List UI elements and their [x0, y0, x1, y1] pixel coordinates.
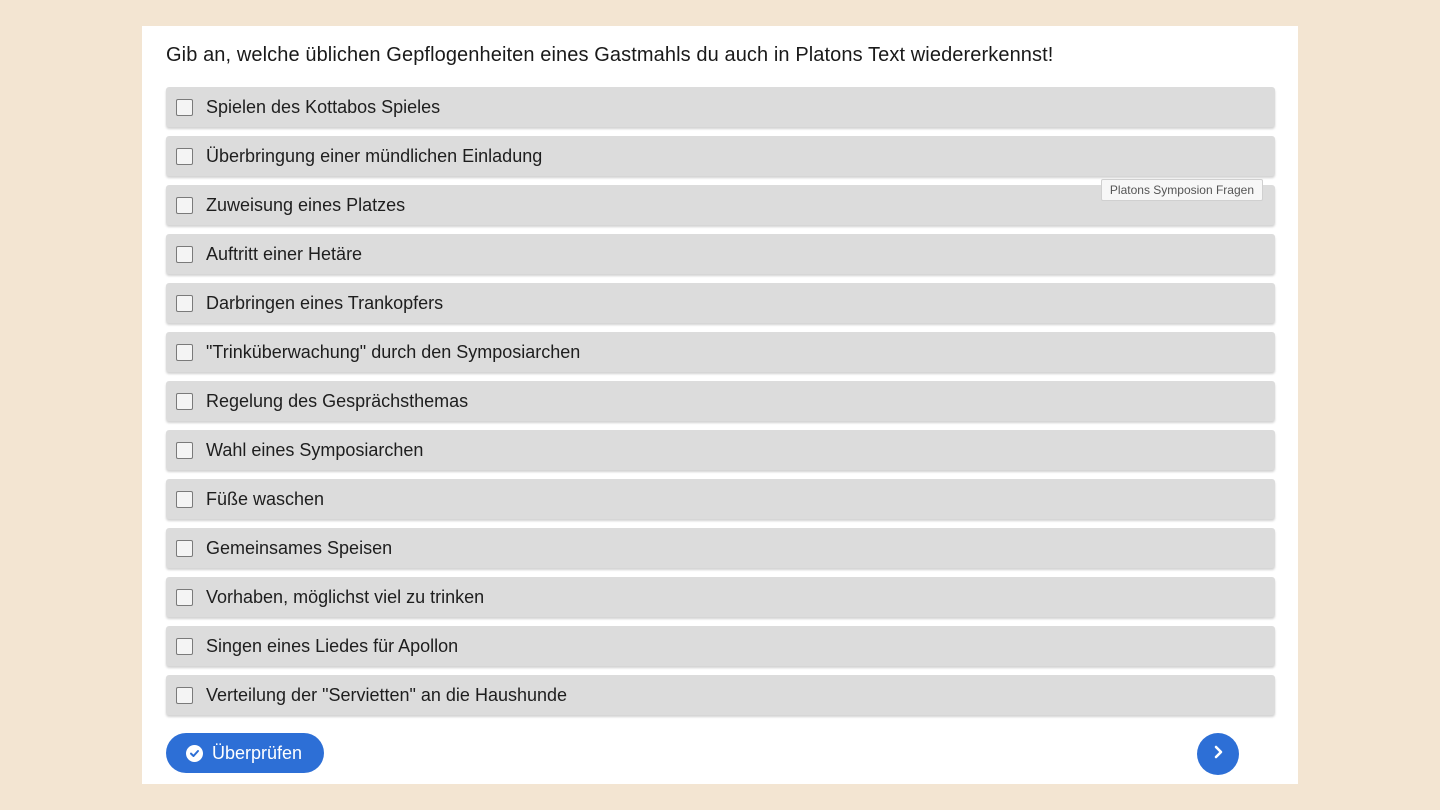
chevron-right-icon	[1210, 744, 1226, 765]
option-label: Vorhaben, möglichst viel zu trinken	[206, 586, 485, 607]
checkbox[interactable]	[176, 148, 193, 165]
option-label: Verteilung der "Servietten" an die Haushunde	[206, 684, 568, 705]
checkbox[interactable]	[176, 638, 193, 655]
option-label: "Trinküberwachung" durch den Symposiarchen	[206, 341, 581, 362]
option-label: Gemeinsames Speisen	[206, 537, 393, 558]
checkbox[interactable]	[176, 540, 193, 557]
option-item[interactable]	[166, 528, 1275, 568]
option-item[interactable]	[166, 479, 1275, 519]
checkbox[interactable]	[176, 197, 193, 214]
option-item[interactable]	[166, 675, 1275, 715]
question-text: Gib an, welche üblichen Gepflogenheiten eines Gastmahls du auch in Platons Text wiedererkennst!	[166, 44, 1054, 66]
options-list	[166, 87, 1275, 724]
checkbox[interactable]	[176, 344, 193, 361]
option-item[interactable]	[166, 234, 1275, 274]
checkbox[interactable]	[176, 687, 193, 704]
checkbox[interactable]	[176, 393, 193, 410]
option-label: Spielen des Kottabos Spieles	[206, 96, 441, 117]
option-label: Füße waschen	[206, 488, 325, 509]
option-label: Überbringung einer mündlichen Einladung	[206, 145, 543, 166]
tooltip: Platons Symposion Fragen	[1101, 179, 1263, 201]
check-circle-icon	[186, 745, 203, 762]
option-item[interactable]	[166, 577, 1275, 617]
option-label: Darbringen eines Trankopfers	[206, 292, 444, 313]
option-label: Singen eines Liedes für Apollon	[206, 635, 459, 656]
check-button[interactable]	[166, 733, 324, 773]
option-item[interactable]	[166, 185, 1275, 225]
option-label: Wahl eines Symposiarchen	[206, 439, 424, 460]
option-item[interactable]	[166, 136, 1275, 176]
option-label: Auftritt einer Hetäre	[206, 243, 363, 264]
option-item[interactable]	[166, 283, 1275, 323]
next-button[interactable]	[1197, 733, 1239, 775]
option-item[interactable]	[166, 430, 1275, 470]
quiz-card	[142, 26, 1298, 784]
checkbox[interactable]	[176, 246, 193, 263]
checkbox[interactable]	[176, 442, 193, 459]
option-label: Zuweisung eines Platzes	[206, 194, 406, 215]
option-item[interactable]	[166, 381, 1275, 421]
option-item[interactable]	[166, 626, 1275, 666]
option-item[interactable]	[166, 332, 1275, 372]
checkbox[interactable]	[176, 99, 193, 116]
check-button-label: Überprüfen	[212, 742, 303, 763]
checkbox[interactable]	[176, 589, 193, 606]
checkbox[interactable]	[176, 295, 193, 312]
option-label: Regelung des Gesprächsthemas	[206, 390, 469, 411]
checkbox[interactable]	[176, 491, 193, 508]
option-item[interactable]	[166, 87, 1275, 127]
